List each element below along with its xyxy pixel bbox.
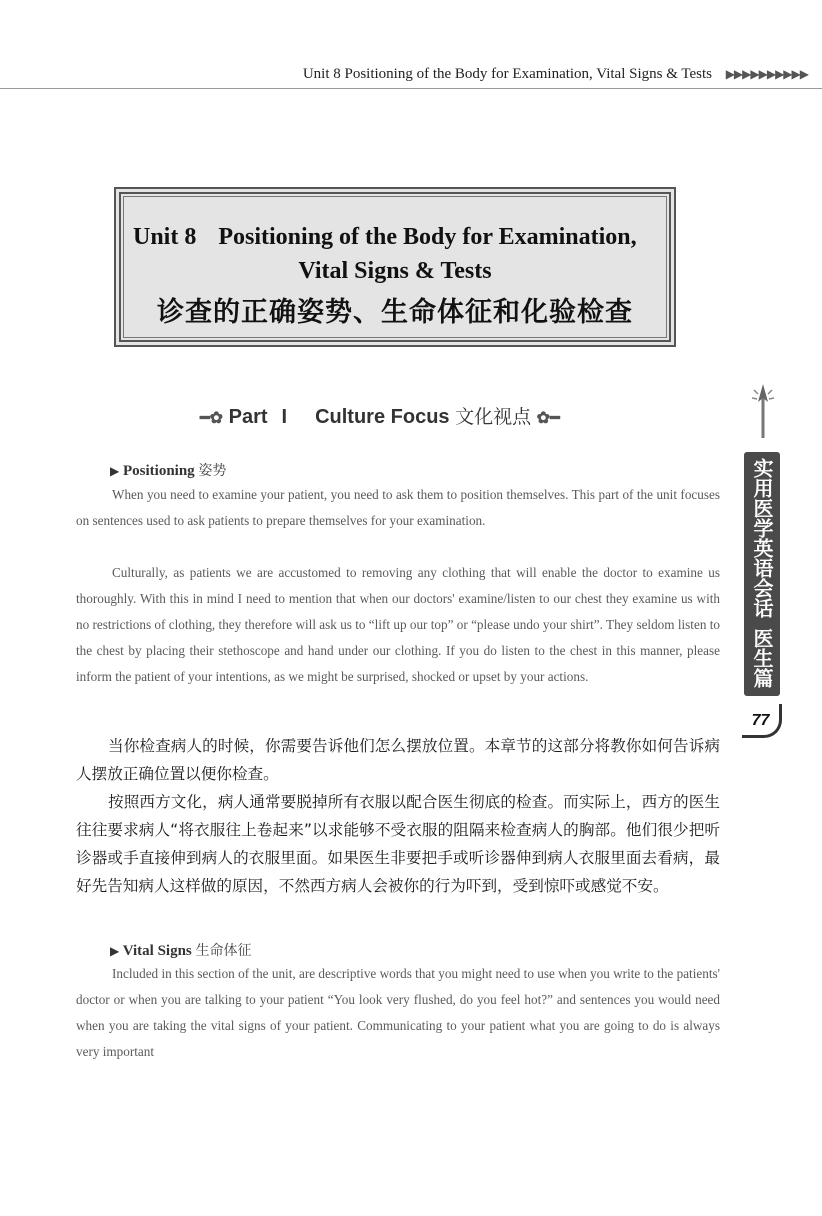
running-title: Unit 8 Positioning of the Body for Examination, Vital Signs & Tests (302, 66, 712, 82)
book-title-vertical (744, 452, 780, 696)
triangle-bullet-icon: ▶ (110, 464, 120, 478)
part-title-zh: 文化视点 (455, 406, 532, 428)
arrow-markers-icon: ▶▶▶▶▶▶▶▶▶▶ (725, 67, 808, 81)
volume-title: 医生篇 (750, 628, 774, 688)
right-ornament-icon: ✿━ (536, 410, 560, 427)
part-numeral: I (281, 406, 288, 428)
part-label: Part (228, 406, 268, 428)
paragraph-zh: 当你检查病人的时候，你需要告诉他们怎么摆放位置。本章节的这部分将教你如何告诉病人摆放正确位置以便你检查。 (76, 737, 720, 783)
leaf-ornament-icon (748, 380, 778, 440)
section-title-positioning (110, 460, 226, 480)
part-title-en: Culture Focus (315, 406, 450, 428)
chapter-title-en-2: Vital Signs & Tests (298, 258, 492, 284)
paragraph-en: Culturally, as patients we are accustomed to removing any clothing that will enable the doctor to examine us thoroughly. With this in mind I need to mention that when our doctors' examine/listen to our chest they examine us with no restrictions of clothing, they therefore will ask us to “lift up our top” or “please undo your shirt”. They seldom listen to the chest by placing their stethoscope and hand under our clothing. If you do listen to the chest in this manner, please inform the patient of your intentions, as we might be surprised, shocked or upset by your actions. (76, 565, 720, 684)
paragraph-zh: 按照西方文化，病人通常要脱掉所有衣服以配合医生彻底的检查。而实际上，西方的医生往往要求病人“将衣服往上卷起来”以求能够不受衣服的阻隔来检查病人的胸部。他们很少把听诊器或手直接伸到病人的衣服里面。如果医生非要把手或听诊器伸到病人衣服里面去看病，最好先告知病人这样做的原因，不然西方病人会被你的行为吓到，受到惊吓或感觉不安。 (76, 793, 720, 895)
section-title-zh: 姿势 (198, 463, 227, 479)
paragraph-en: Included in this section of the unit, are descriptive words that you might need to use when you write to the patients' doctor or when you are talking to your patient “You look very flushed, do you feel hot?” and sentences you would need when you are taking the vital signs of your patient. Communicating to your patient what you are going to do is always very important (76, 966, 720, 1059)
book-title: 实用医学英语会话 (750, 458, 774, 618)
part-heading (200, 402, 620, 430)
unit-label: Unit 8 (133, 224, 197, 250)
chapter-title-en-1: Positioning of the Body for Examination, (218, 224, 637, 250)
left-ornament-icon: ━✿ (200, 410, 224, 427)
running-header (0, 62, 822, 92)
chapter-title-line1 (133, 224, 663, 251)
section-title-zh: 生命体征 (195, 943, 252, 959)
section-title-en: Positioning (122, 463, 195, 479)
paragraph-en: When you need to examine your patient, you need to ask them to position themselves. This part of the unit focuses on sentences used to ask patients to prepare themselves for your examination. (76, 487, 720, 528)
side-tab (740, 380, 784, 750)
chapter-title-zh: 诊查的正确姿势、生命体征和化验检查 (157, 297, 633, 328)
triangle-bullet-icon: ▶ (110, 944, 120, 958)
page-number: 77 (742, 704, 782, 738)
chapter-title-box (114, 187, 676, 347)
section-title-en: Vital Signs (122, 943, 192, 959)
section-title-vital-signs (110, 940, 252, 960)
header-rule (0, 88, 822, 89)
